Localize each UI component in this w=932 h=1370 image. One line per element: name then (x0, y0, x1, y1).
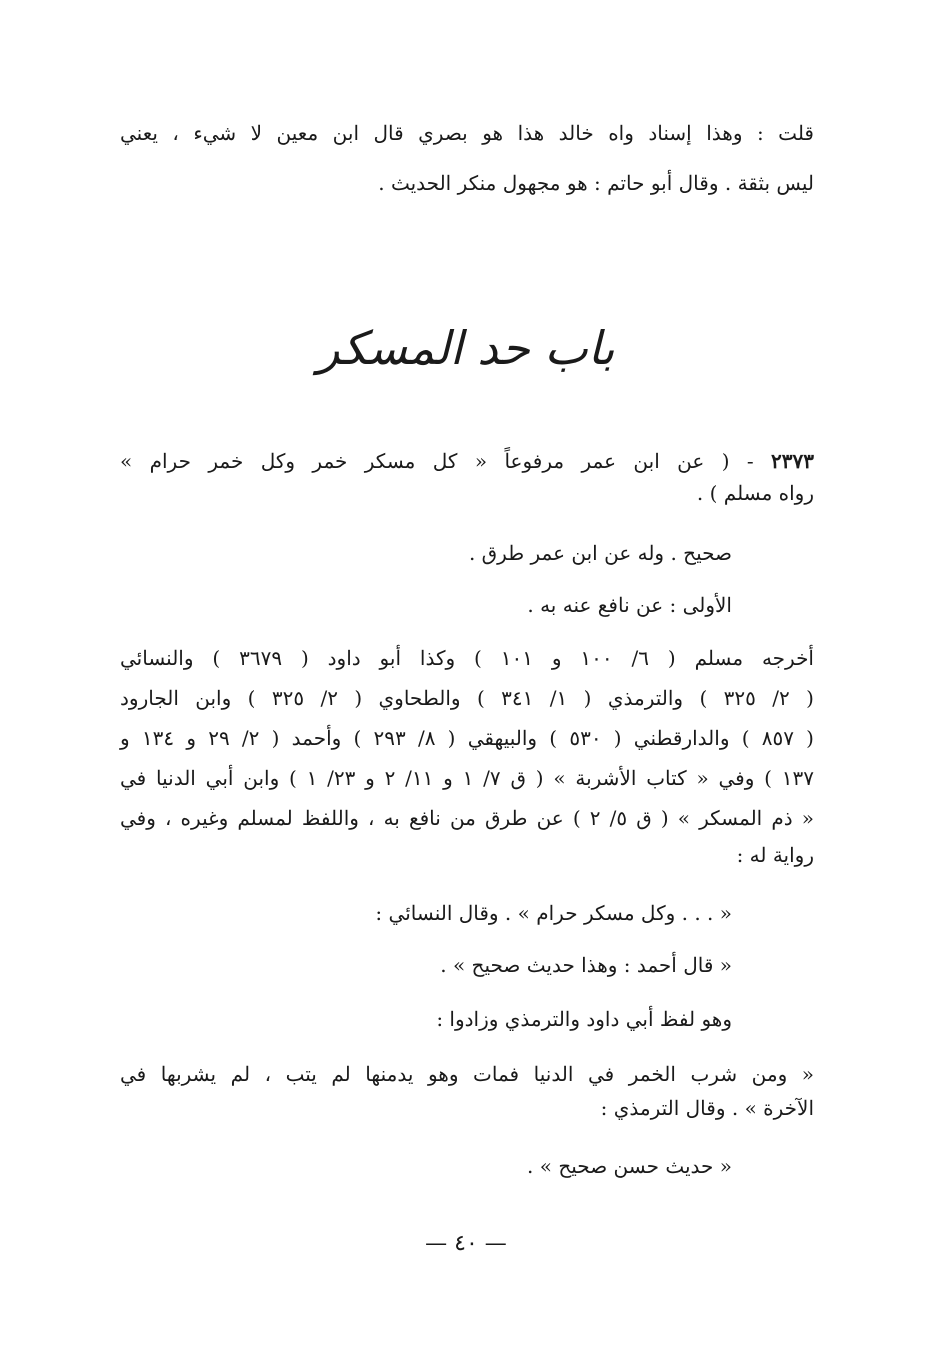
hadith-line-1 (120, 446, 814, 476)
takhrij-line-5: « ذم المسكر » ( ق ٥/ ٢ ) عن طرق من نافع به ، واللفظ لمسلم وغيره ، وفي (120, 806, 814, 830)
hadith-number: ٢٣٧٣ (771, 449, 814, 473)
takhrij-line-1: أخرجه مسلم ( ٦/ ١٠٠ و ١٠١ ) وكذا أبو داود ( ٣٦٧٩ ) والنسائي (120, 646, 814, 670)
quote-line-3: « حديث حسن صحيح » . (527, 1154, 732, 1178)
takhrij-line-3: ( ٨٥٧ ) والدارقطني ( ٥٣٠ ) والبيهقي ( ٨/ ٢٩٣ ) وأحمد ( ٢/ ٢٩ و ١٣٤ و (120, 726, 814, 750)
paragraph-verdict: صحيح . وله عن ابن عمر طرق . (468, 541, 732, 565)
addition-quote-line-2: الآخرة » . وقال الترمذي : (600, 1096, 814, 1120)
addition-quote-line-1: « ومن شرب الخمر في الدنيا فمات وهو يدمنها لم يتب ، لم يشربها في (120, 1062, 814, 1086)
takhrij-line-6: رواية له : (736, 843, 814, 867)
top-note-line-2: ليس بثقة . وقال أبو حاتم : هو مجهول منكر الحديث . (378, 171, 814, 195)
paragraph-first-route: الأولى : عن نافع عنه به . (527, 593, 732, 617)
quote-line-2: « قال أحمد : وهذا حديث صحيح » . (440, 953, 732, 977)
takhrij-line-4: ١٣٧ ) وفي « كتاب الأشربة » ( ق ٧/ ١ و ١١/ ٢ و ٢٣/ ١ ) وابن أبي الدنيا في (120, 766, 814, 790)
quote-line-1: « . . . وكل مسكر حرام » . وقال النسائي : (375, 901, 732, 925)
paragraph-addition: وهو لفظ أبي داود والترمذي وزادوا : (436, 1007, 732, 1031)
hadith-text: - ( عن ابن عمر مرفوعاً « كل مسكر خمر وكل خمر حرام » (120, 449, 754, 473)
takhrij-line-2: ( ٢/ ٣٢٥ ) والترمذي ( ١/ ٣٤١ ) والطحاوي ( ٢/ ٣٢٥ ) وابن الجارود (120, 686, 814, 710)
top-note-line-1: قلت : وهذا إسناد واه خالد هذا هو بصري قال ابن معين لا شيء ، يعني (120, 121, 814, 145)
page-number: — ٤٠ — (425, 1231, 507, 1256)
hadith-line-2: رواه مسلم ) . (696, 481, 814, 505)
chapter-title: باب حد المسكر (317, 321, 615, 375)
